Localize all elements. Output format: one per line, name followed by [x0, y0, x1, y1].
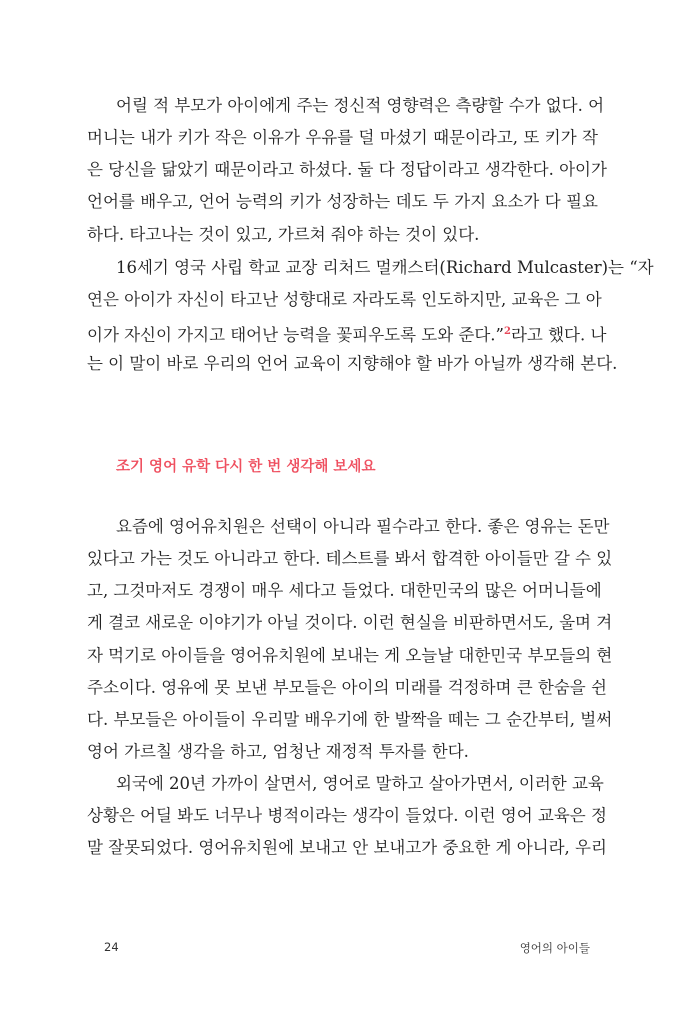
text-line: 게 결코 새로운 이야기가 아닐 것이다. 이런 현실을 비판하면서도, 울며 겨 [87, 613, 613, 632]
text-line: 하다. 타고나는 것이 있고, 가르쳐 줘야 하는 것이 있다. [87, 225, 480, 244]
text-line: 고, 그것마저도 경쟁이 매우 세다고 들었다. 대한민국의 많은 어머니들에 [87, 581, 602, 600]
footnote-marker[interactable]: 2 [504, 326, 511, 337]
text-line [87, 321, 607, 347]
text-line: 상황은 어딜 봐도 너무나 병적이라는 생각이 들었다. 이런 영어 교육은 정 [87, 806, 607, 825]
text-line: 외국에 20년 가까이 살면서, 영어로 말하고 살아가면서, 이러한 교육 [116, 774, 604, 793]
text-line: 은 당신을 닮았기 때문이라고 하셨다. 둘 다 정답이라고 생각한다. 아이가 [87, 160, 607, 179]
text-line: 있다고 가는 것도 아니라고 한다. 테스트를 봐서 합격한 아이들만 갈 수 있 [87, 549, 613, 568]
running-title: 영어의 아이들 [519, 941, 590, 955]
text-line: 언어를 배우고, 언어 능력의 키가 성장하는 데도 두 가지 요소가 다 필요 [87, 192, 598, 211]
text-line: 자 먹기로 아이들을 영어유치원에 보내는 게 오늘날 대한민국 부모들의 현 [87, 646, 613, 665]
text-line: 말 잘못되었다. 영어유치원에 보내고 안 보내고가 중요한 게 아니라, 우리 [87, 838, 607, 857]
text: 라고 했다. 나 [510, 325, 607, 345]
text-line: 16세기 영국 사립 학교 교장 리처드 멀캐스터(Richard Mulcaster)는 “자 [116, 258, 654, 277]
section-heading: 조기 영어 유학 다시 한 번 생각해 보세요 [116, 459, 376, 475]
text-line: 다. 부모들은 아이들이 우리말 배우기에 한 발짝을 떼는 그 순간부터, 벌써 [87, 710, 613, 729]
text-line: 는 이 말이 바로 우리의 언어 교육이 지향해야 할 바가 아닐까 생각해 본다. [87, 354, 618, 373]
text-line: 머니는 내가 키가 작은 이유가 우유를 덜 마셨기 때문이라고, 또 키가 작 [87, 128, 598, 147]
quote-text: 이가 자신이 가지고 태어난 능력을 꽃피우도록 도와 준다.” [87, 325, 504, 345]
text-line: 영어 가르칠 생각을 하고, 엄청난 재정적 투자를 한다. [87, 742, 469, 761]
text-line: 연은 아이가 자신이 타고난 성향대로 자라도록 인도하지만, 교육은 그 아 [87, 290, 602, 309]
page-number: 24 [104, 940, 119, 954]
text-line: 요즘에 영어유치원은 선택이 아니라 필수라고 한다. 좋은 영유는 돈만 [116, 517, 610, 536]
text-line: 주소이다. 영유에 못 보낸 부모들은 아이의 미래를 걱정하며 큰 한숨을 쉰 [87, 678, 607, 697]
text-line: 어릴 적 부모가 아이에게 주는 정신적 영향력은 측량할 수가 없다. 어 [116, 96, 605, 115]
